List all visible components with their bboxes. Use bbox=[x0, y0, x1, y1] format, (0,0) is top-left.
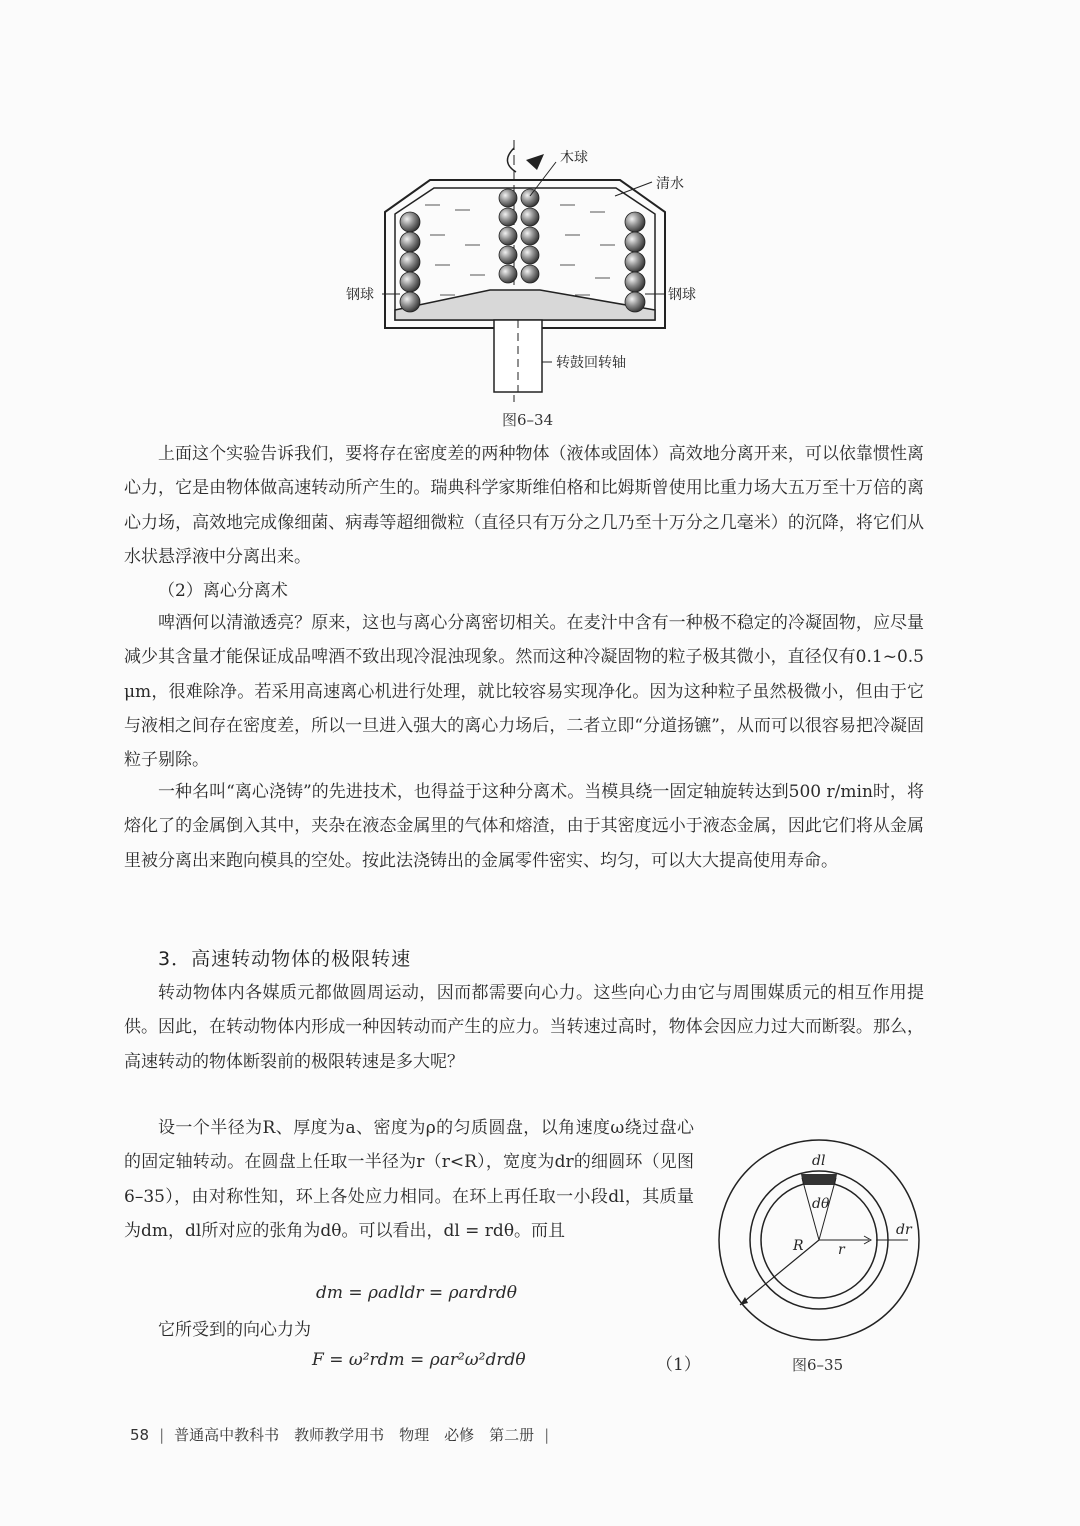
label-steel-ball-left: 钢球 bbox=[346, 287, 374, 303]
paragraph-centripetal-force: 它所受到的向心力为 bbox=[158, 1320, 311, 1340]
page-number: 58 bbox=[130, 1426, 150, 1444]
rotation-arc bbox=[507, 148, 516, 172]
paragraph-beer-clarification: 啤酒何以清澈透亮？原来，这也与离心分离密切相关。在麦汁中含有一种极不稳定的冷凝固物，应尽量减少其含量才能保证成品啤酒不致出现冷混浊现象。然而这种冷凝固物的粒子极其微小，直径仅有0.1~0.5 μm，很难除净。若采用高速离心机进行处理，就比较容易实现净化。因为这种粒子虽然极微小，但由于它与液相之间存在密度差，所以一旦进入强大的离心力场后，二者立即“分道扬镳”，从而可以很容易把冷凝固粒子剔除。 bbox=[124, 613, 924, 771]
paragraph-stress-intro: 转动物体内各媒质元都做圆周运动，因而都需要向心力。这些向心力由它与周围媒质元的相互作用提供。因此，在转动物体内形成一种因转动而产生的应力。当转速过高时，物体会因应力过大而断裂。那么，高速转动的物体断裂前的极限转速是多大呢？ bbox=[124, 983, 924, 1072]
label-drum-axis: 转鼓回转轴 bbox=[556, 355, 626, 371]
figure-6-35-caption: 图6–35 bbox=[792, 1356, 844, 1374]
section-title-limit-speed: 3．高速转动物体的极限转速 bbox=[158, 948, 412, 970]
paragraph-centrifugal-intro: 上面这个实验告诉我们，要将存在密度差的两种物体（液体或固体）高效地分离开来，可以依靠惯性离心力，它是由物体做高速转动所产生的。瑞典科学家斯维伯格和比姆斯曾使用比重力场大五万至十万倍的离心力场，高效地完成像细菌、病毒等超细微粒（直径只有万分之几乃至十万分之几毫米）的沉降，将它们从水状悬浮液中分离出来。 bbox=[124, 444, 924, 567]
label-dtheta: dθ bbox=[812, 1196, 830, 1212]
subheading-centrifugal-separation: （2）离心分离术 bbox=[158, 581, 288, 601]
label-R: R bbox=[793, 1238, 804, 1254]
figure-6-34-drum-diagram bbox=[330, 140, 750, 410]
page-footer: 58 | 普通高中教科书 教师教学用书 物理 必修 第二册 | bbox=[130, 1426, 550, 1444]
label-dl: dl bbox=[812, 1153, 826, 1169]
paragraph-centrifugal-casting: 一种名叫“离心浇铸”的先进技术，也得益于这种分离术。当模具绕一固定轴旋转达到500 r/min时，将熔化了的金属倒入其中，夹杂在液态金属里的气体和熔渣，由于其密度远小于液态金属，因此它们将从金属里被分离出来跑向模具的空处。按此法浇铸出的金属零件密实、均匀，可以大大提高使用寿命。 bbox=[124, 782, 924, 871]
label-wood-ball: 木球 bbox=[560, 150, 588, 166]
label-water: 清水 bbox=[656, 176, 684, 192]
label-steel-ball-right: 钢球 bbox=[668, 287, 696, 303]
equation-number-1: （1） bbox=[656, 1355, 701, 1375]
figure-6-35-disk-diagram bbox=[708, 1122, 930, 1352]
equation-dm: dm = ρadldr = ρardrdθ bbox=[316, 1283, 517, 1303]
rotation-arrowhead bbox=[526, 154, 544, 170]
shaded-element-dl bbox=[801, 1174, 837, 1185]
label-dr: dr bbox=[896, 1222, 912, 1238]
paragraph-disk-setup: 设一个半径为R、厚度为a、密度为ρ的匀质圆盘，以角速度ω绕过盘心的固定轴转动。在圆盘上任取一半径为r（r<R），宽度为dr的细圆环（见图6–35），由对称性知，环上各处应力相同。在环上再任取一小段dl，其质量为dm，dl所对应的张角为dθ。可以看出，dl = rdθ。而且 bbox=[124, 1118, 694, 1241]
equation-force: F = ω²rdm = ρar²ω²drdθ bbox=[312, 1350, 526, 1370]
book-title: 普通高中教科书 教师教学用书 物理 必修 第二册 bbox=[174, 1426, 535, 1444]
figure-6-34-caption: 图6–34 bbox=[502, 411, 554, 429]
label-r: r bbox=[838, 1242, 845, 1258]
